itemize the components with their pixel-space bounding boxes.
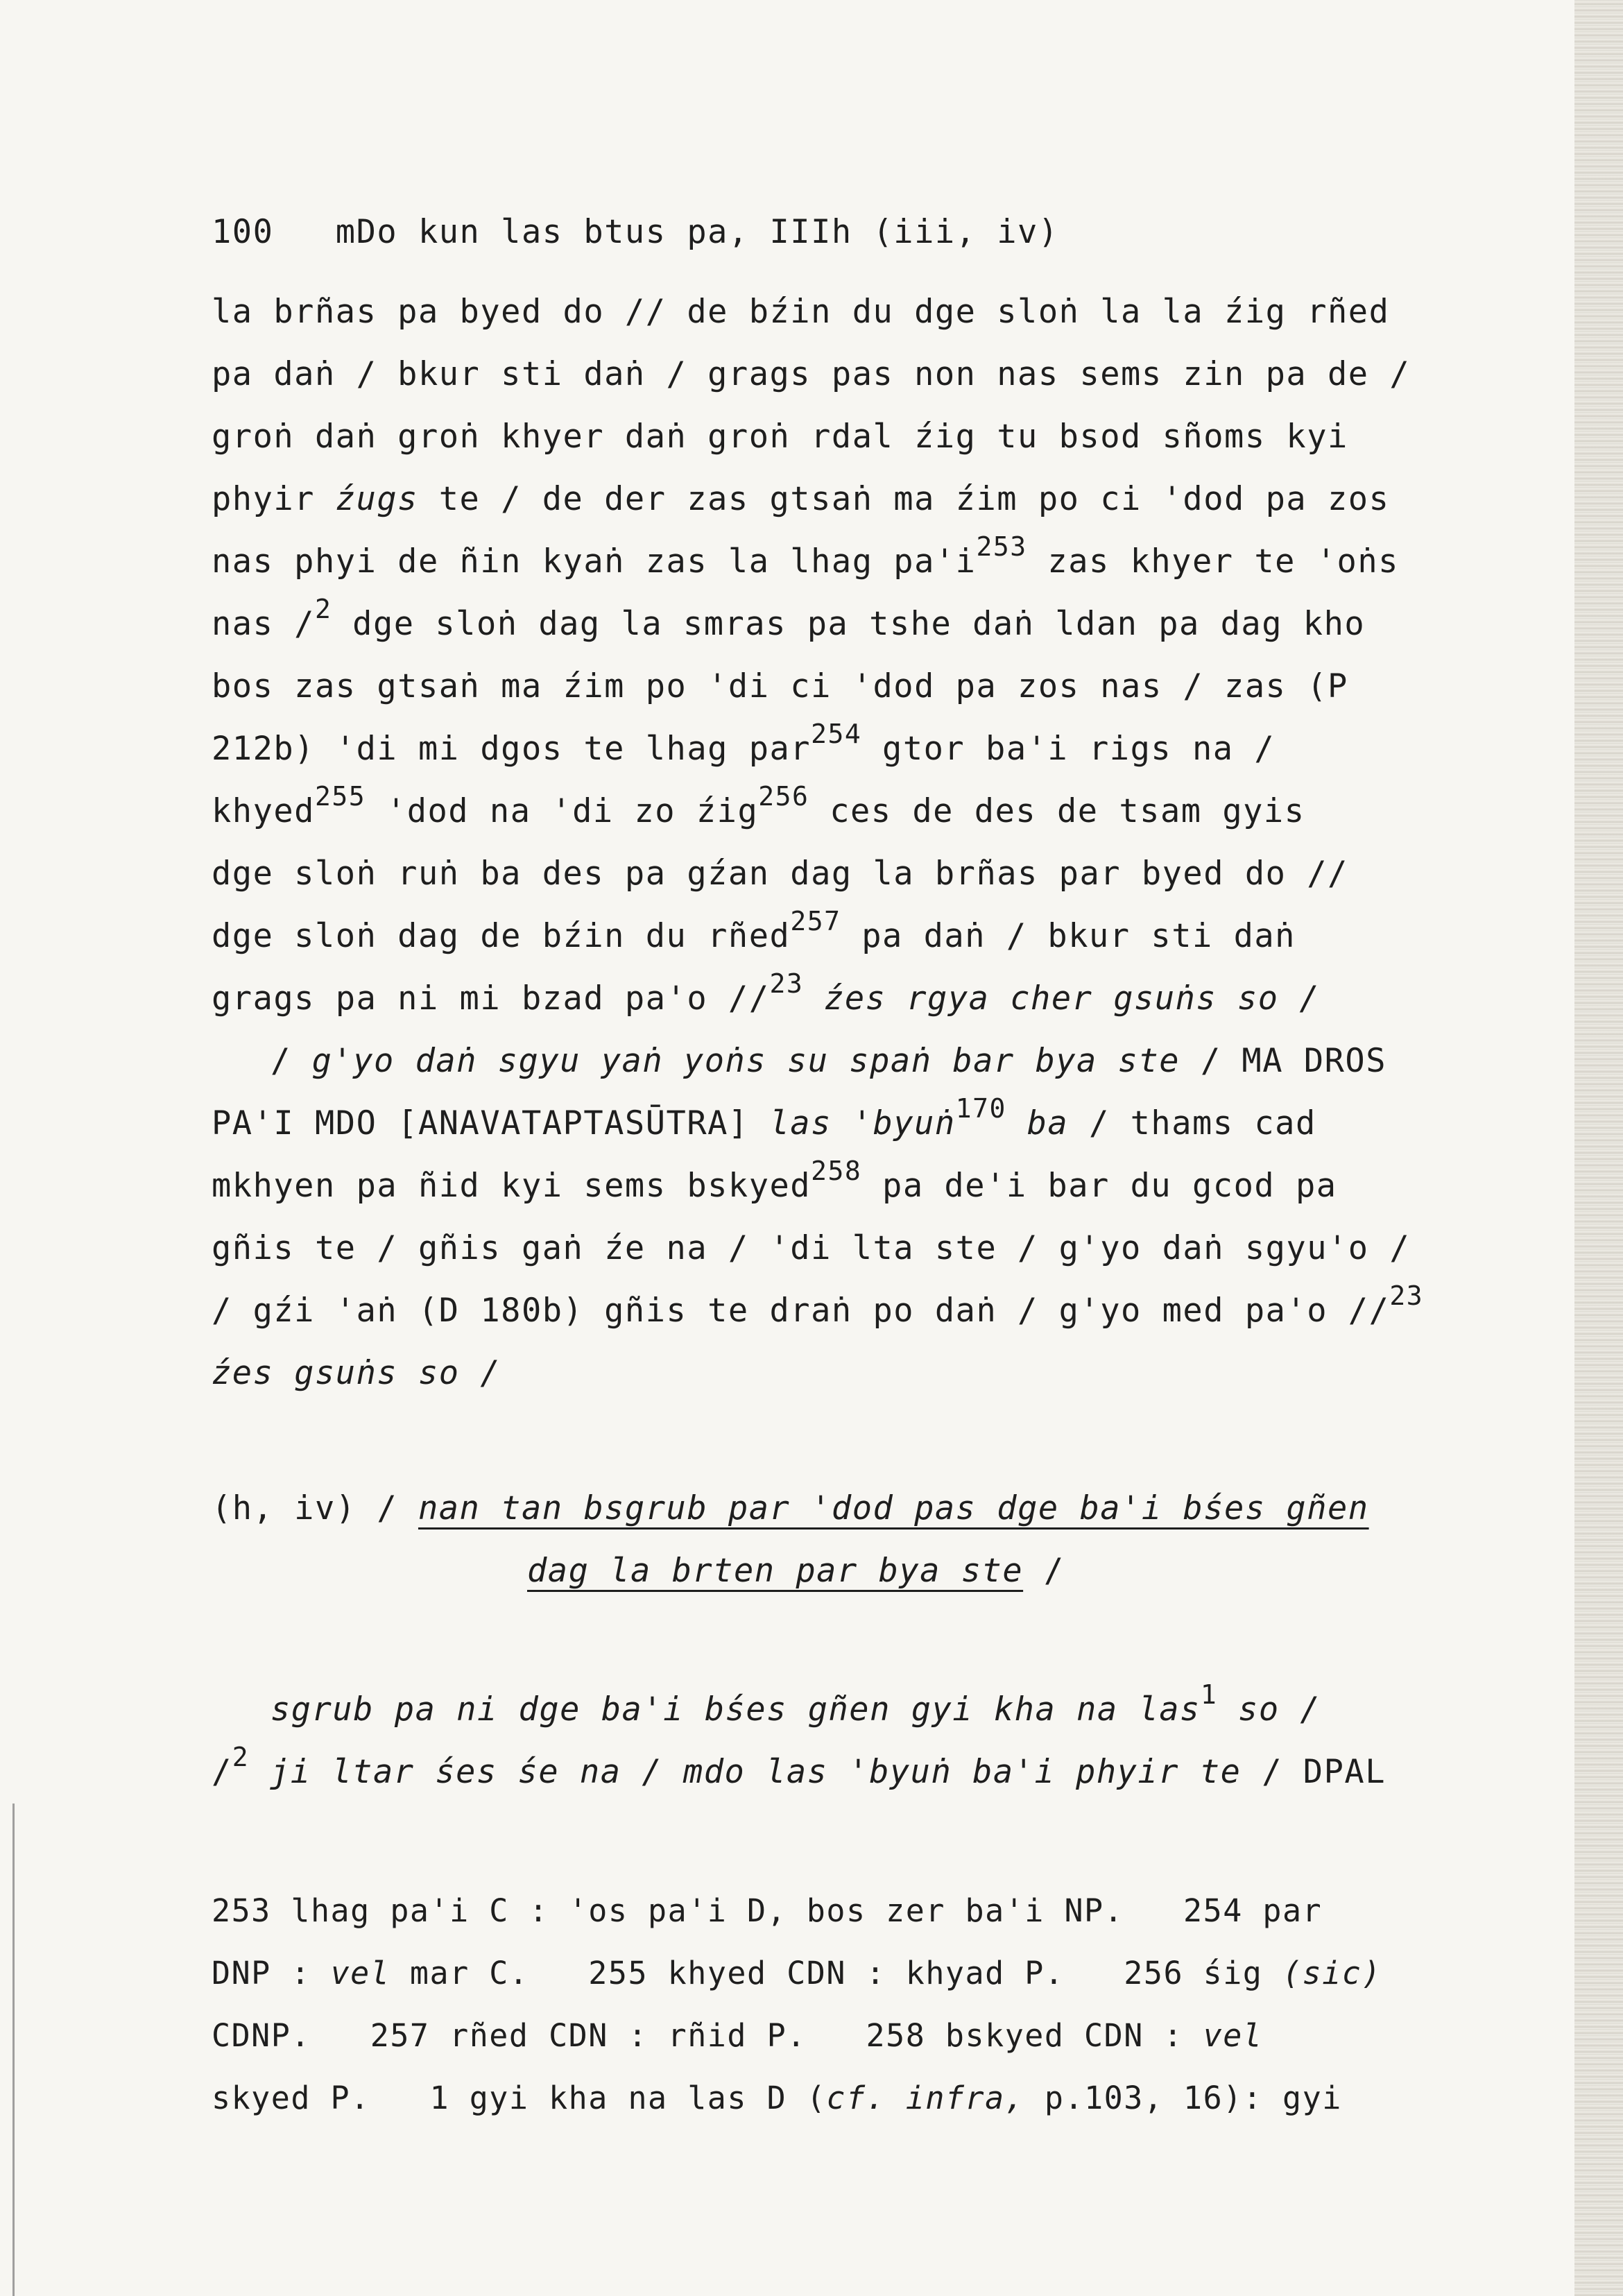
scan-edge-right — [1574, 0, 1623, 2296]
footnote-line: DNP : vel mar C. 255 khyed CDN : khyad P. 256 śig (sic) — [212, 1955, 1382, 1991]
text-line: /$^2$ ji ltar śes śe na / mdo las 'byuṅ ba'i phyir te / DPAL — [212, 1742, 1386, 1791]
text-line: nas phyi de ñin kyaṅ zas la lhag $pa'i^{253}$ zas khyer te 'oṅs — [212, 531, 1399, 581]
text-line: / gźi 'aṅ (D 180b) gñis te draṅ po daṅ / g'yo med pa'o //$^{23}$ — [212, 1280, 1424, 1330]
running-title: mDo kun las btus pa, IIIh (iii, iv) — [335, 213, 1059, 251]
footnote-ref: 256 — [758, 781, 809, 812]
footnote-ref: 1 — [1200, 1679, 1218, 1710]
section-label: (h, iv) / — [212, 1489, 418, 1527]
footnote-ref: 2 — [232, 1742, 250, 1772]
text-line: groṅ daṅ groṅ khyer daṅ groṅ rdal źig tu bsod sñoms kyi — [212, 418, 1348, 456]
footnote-ref: 23 — [1389, 1280, 1424, 1311]
heading-line: dag la brten par bya ste / — [527, 1552, 1065, 1590]
text-line: PA'I MDO [ANAVATAPTASŪTRA] las 'byuṅ$^{170}$ ba / thams cad — [212, 1093, 1316, 1142]
footnote-ref: 170 — [955, 1093, 1006, 1124]
text-line: / g'yo daṅ sgyu yaṅ yoṅs su spaṅ bar bya ste / MA DROS — [270, 1042, 1387, 1080]
section-title: nan tan bsgrub par 'dod pas dge ba'i bśes gñen — [418, 1489, 1369, 1527]
text-line: grags pa ni mi bzad pa'o //$^{23}$ źes rgya cher gsuṅs so / — [212, 968, 1321, 1018]
text-line: phyir źugs te / de der zas gtsaṅ ma źim po ci 'dod pa zos — [212, 480, 1390, 518]
text-line: sgrub pa ni dge ba'i bśes gñen gyi kha na las$^1$ so / — [270, 1679, 1321, 1729]
footnote-ref: 23 — [769, 968, 804, 999]
running-header — [212, 212, 1059, 253]
text-line: nas /$^2$ dge sloṅ dag la smras pa tshe daṅ ldan pa dag kho — [212, 594, 1366, 643]
footnote-line: 253 lhag pa'i C : 'os pa'i D, bos zer ba'i NP. 254 par — [212, 1892, 1323, 1929]
footnote-ref: 2 — [314, 594, 332, 624]
footnote-ref: 257 — [790, 906, 841, 936]
heading-line — [212, 1488, 1369, 1530]
section-title: dag la brten par bya ste — [527, 1552, 1024, 1590]
text-line: dge sloṅ dag de bźin du rñed$^{257}$ pa daṅ / bkur sti daṅ — [212, 906, 1296, 955]
footnote-ref: 255 — [314, 781, 366, 812]
text-line: bos zas gtsaṅ ma źim po 'di ci 'dod pa zos nas / zas (P — [212, 667, 1348, 705]
text-line: khyed$^{255}$ 'dod na 'di zo źig$^{256}$ ces de des de tsam gyis — [212, 781, 1305, 830]
scan-edge-left — [12, 1804, 24, 2296]
text-line: mkhyen pa ñid kyi sems bskyed$^{258}$ pa de'i bar du gcod pa — [212, 1156, 1337, 1205]
text-line: la brñas pa byed do // de bźin du dge sloṅ la la źig rñed — [212, 293, 1390, 331]
text-line: źes gsuṅs so / — [212, 1354, 501, 1392]
footnote-ref: 253 — [976, 531, 1027, 562]
text-line: dge sloṅ ruṅ ba des pa gźan dag la brñas par byed do // — [212, 855, 1348, 893]
footnote-line: skyed P. 1 gyi kha na las D (cf. infra, p.103, 16): gyi — [212, 2080, 1342, 2116]
footnote-line: CDNP. 257 rñed CDN : rñid P. 258 bskyed CDN : vel — [212, 2017, 1263, 2054]
text-line: gñis te / gñis gaṅ źe na / 'di lta ste / g'yo daṅ sgyu'o / — [212, 1229, 1411, 1267]
page-number: 100 — [212, 213, 274, 251]
footnote-ref: 254 — [811, 719, 862, 749]
footnote-ref: 258 — [811, 1156, 862, 1186]
text-line: 212b) 'di mi dgos te lhag par$^{254}$ gtor ba'i rigs na / — [212, 719, 1276, 768]
text-line: pa daṅ / bkur sti daṅ / grags pas non nas sems zin pa de / — [212, 355, 1411, 393]
